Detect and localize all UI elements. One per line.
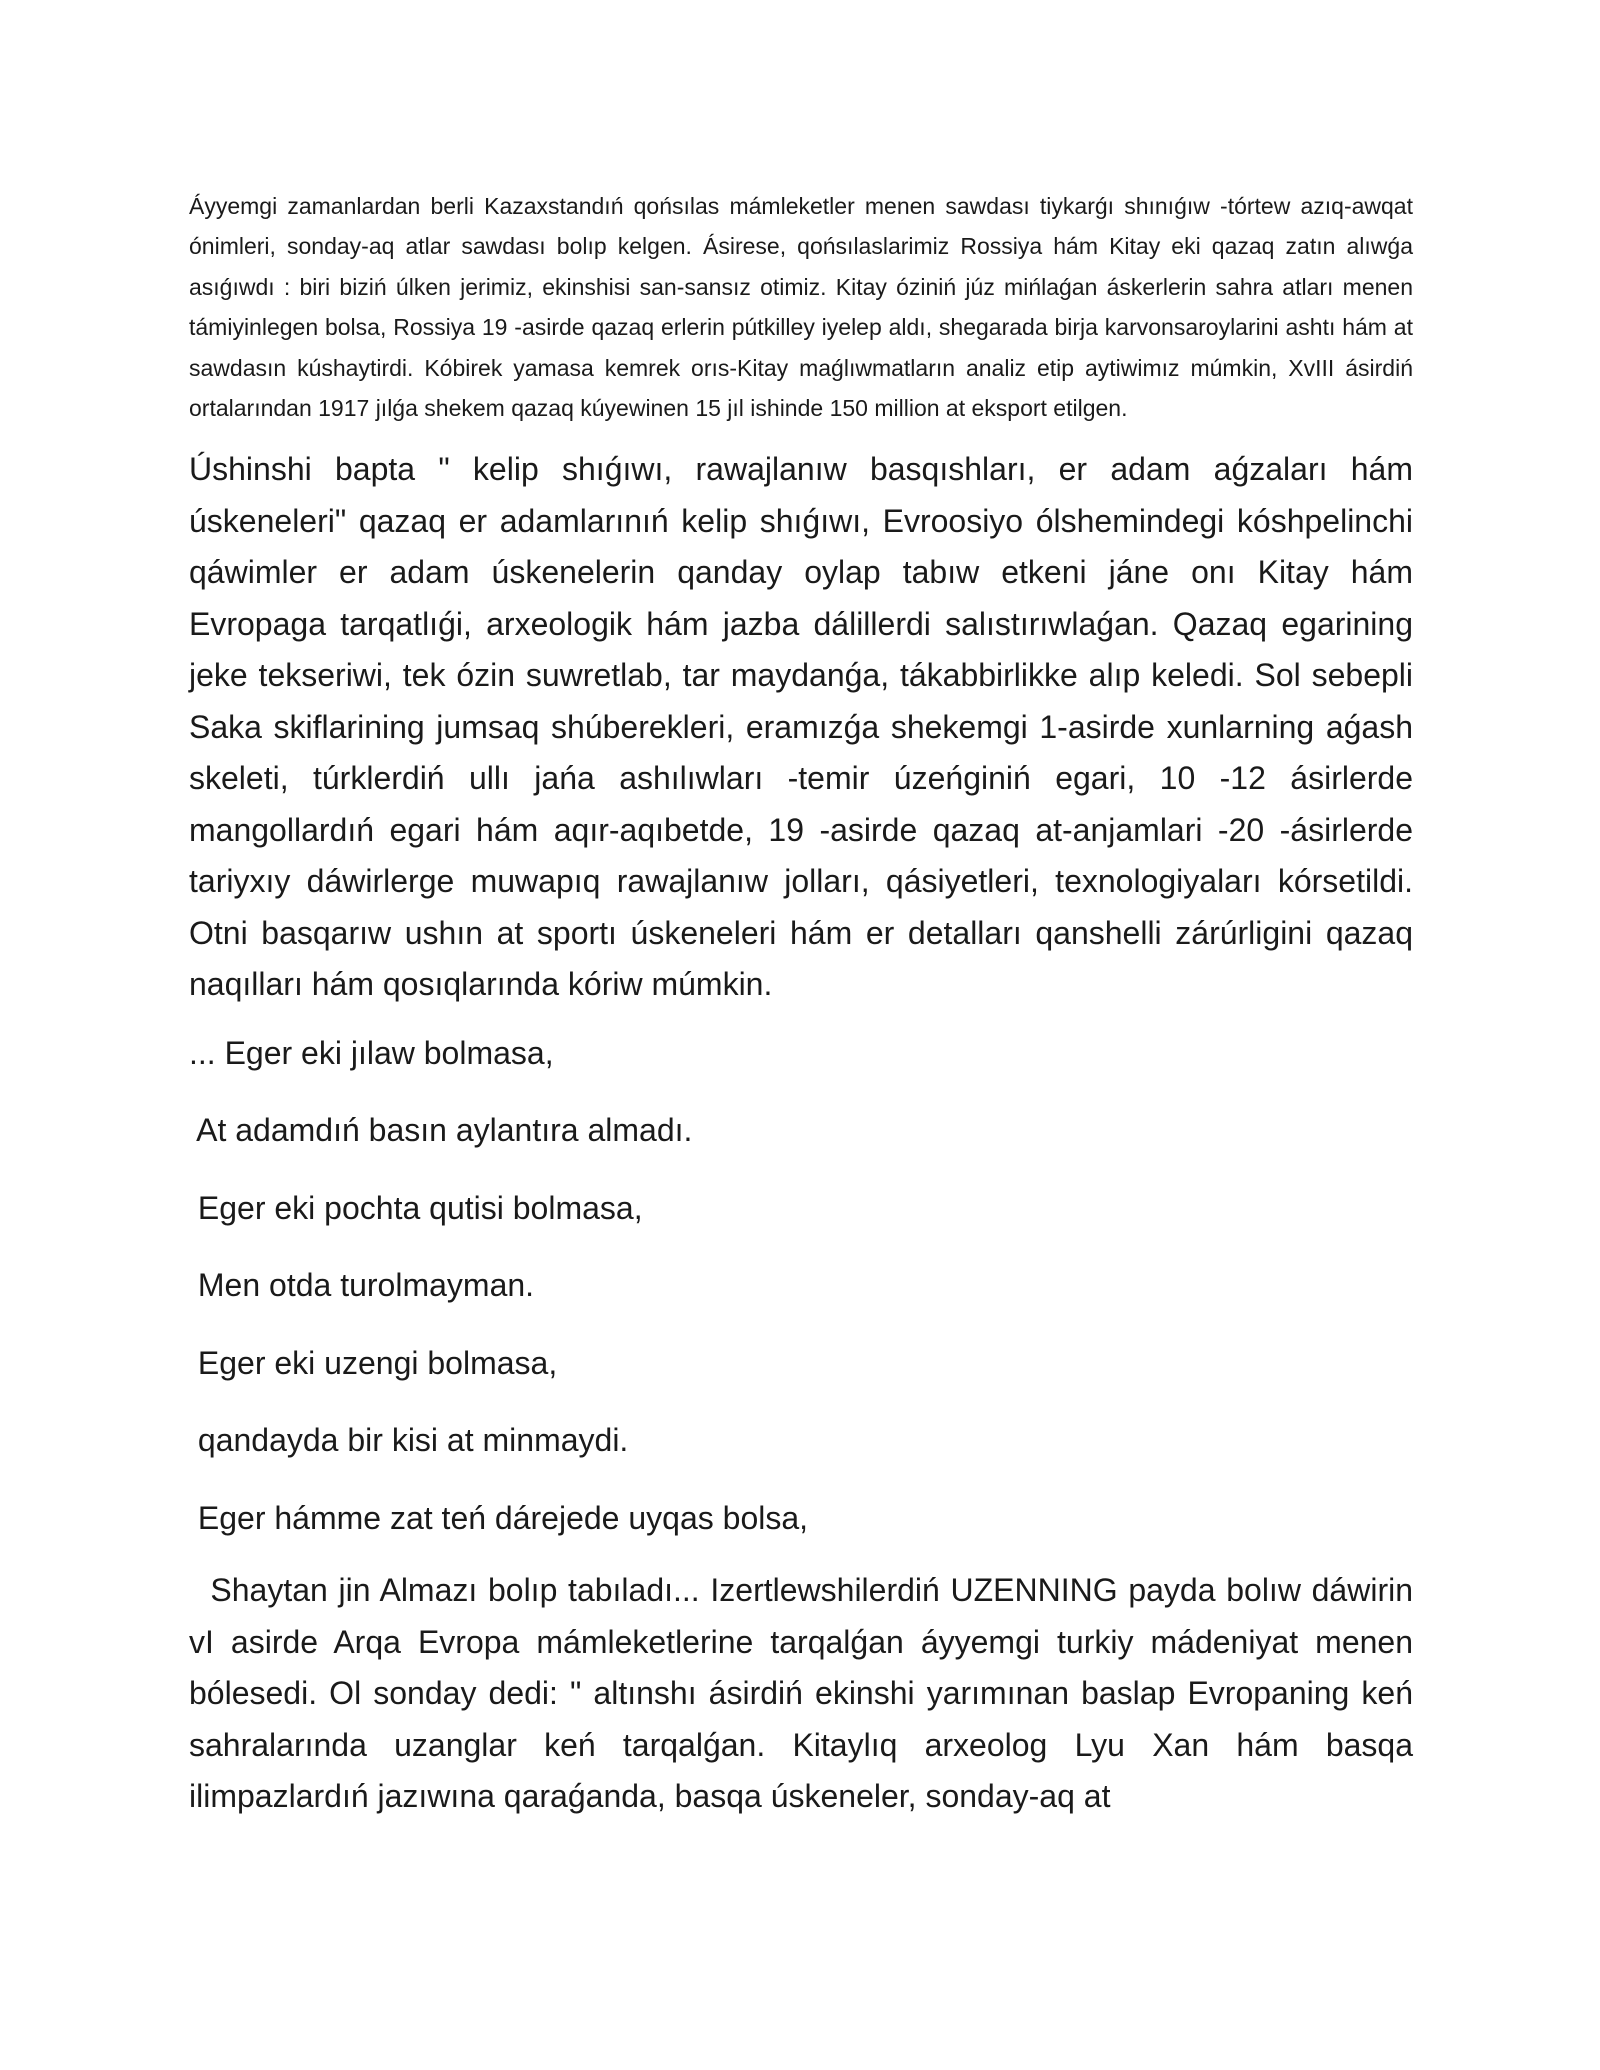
document-page [189,186,1413,1823]
verse-line: Men otda turolmayman. [189,1267,535,1304]
final-paragraph-rest: Izertlewshilerdiń UZENNING payda bolıw dáwirin vI asirde Arqa Evropa mámleketlerine tarqalǵan áyyemgi turkiy mádeniyat menen bólesedi. Ol sonday dedi: " altınshı ásirdiń ekinshi yarımınan baslap Evropaning keń sahralarında uzanglar keń tarqalǵan. Kitaylıq arxeolog Lyu Xan hám basqa ilimpazlardıń jazıwına qaraǵanda, basqa úskeneler, sonday-aq at [189,1571,1414,1815]
final-paragraph [189,1565,1413,1823]
final-paragraph-lead: Shaytan jin Almazı bolıp tabıladı... [189,1571,700,1608]
verse-line: ... Eger eki jılaw bolmasa, [189,1034,554,1071]
main-paragraph: Úshinshi bapta " kelip shıǵıwı, rawajlanıw basqıshları, er adam aǵzaları hám úskeneleri" qazaq er adamlarınıń kelip shıǵıwı, Evroosiyo ólshemindegi kóshpelinchi qáwimler er adam úskenelerin qanday oylap tabıw etkeni jáne onı Kitay hám Evropaga tarqatlıǵi, arxeologik hám jazba dálillerdi salıstırıwlaǵan. Qazaq egarining jeke tekseriwi, tek ózin suwretlab, tar maydanǵa, tákabbirlikke alıp keledi. Sol sebepli Saka skiflarining jumsaq shúberekleri, eramızǵa shekemgi 1-asirde xunlarning aǵash skeleti, túrklerdiń ullı jańa ashılıwları -temir úzeńginiń egari, 10 -12 ásirlerde mangollardıń egari hám aqır-aqıbetde, 19 -asirde qazaq at-anjamlari -20 -ásirlerde tariyxıy dáwirlerge muwapıq rawajlanıw jolları, qásiyetleri, texnologiyaları kórsetildi. Otni basqarıw ushın at sportı úskeneleri hám er detalları qanshelli zárúrligini qazaq naqılları hám qosıqlarında kóriw múmkin. [189,451,1413,1003]
verse-line: At adamdıń basın aylantıra almadı. [189,1112,693,1149]
verse-line: qandayda bir kisi at minmaydi. [189,1422,629,1459]
intro-paragraph: Áyyemgi zamanlardan berli Kazaxstandıń qońsılas mámleketler menen sawdası tiykarǵı shınıǵıw -tórtew azıq-awqat ónimleri, sonday-aq atlar sawdası bolıp kelgen. Ásirese, qońsılaslarimiz Rossiya hám Kitay eki qazaq zatın alıwǵa asıǵıwdı : biri biziń úlken jerimiz, ekinshisi san-sansız otimiz. Kitay óziniń júz mińlaǵan áskerlerin sahra atları menen támiyinlegen bolsa, Rossiya 19 -asirde qazaq erlerin pútkilley iyelep aldı, shegarada birja karvonsaroylarini ashtı hám at sawdasın kúshaytirdi. Kóbirek yamasa kemrek orıs-Kitay maǵlıwmatların analiz etip aytiwimız múmkin, XvIII ásirdiń ortalarından 1917 jılǵa shekem qazaq kúyewinen 15 jıl ishinde 150 million at eksport etilgen. [189,193,1413,422]
verse-line: Eger eki uzengi bolmasa, [189,1344,558,1381]
verse-block [189,1033,1413,1538]
verse-line: Eger hámme zat teń dárejede uyqas bolsa, [189,1499,809,1536]
verse-line: Eger eki pochta qutisi bolmasa, [189,1189,643,1226]
